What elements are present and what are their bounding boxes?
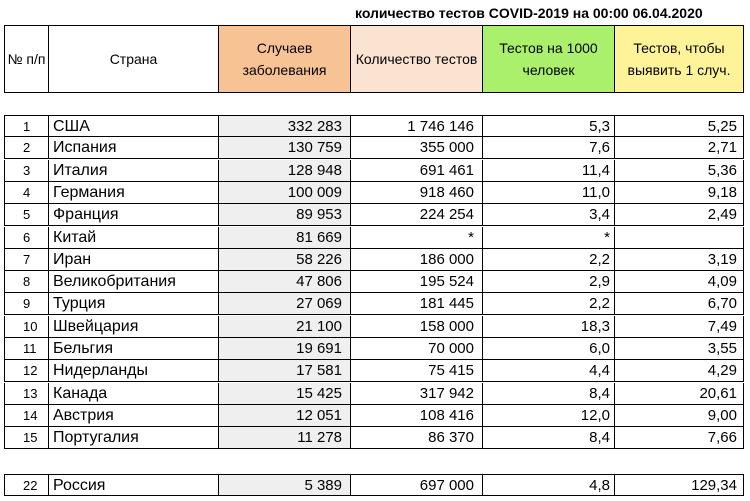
table-row [4,271,744,293]
cell-cases: 11 278 [218,427,350,449]
cell-per1000: 2,2 [482,249,614,271]
cell-per1000: 8,4 [482,427,614,449]
table-row [4,316,744,338]
cell-cases: 332 283 [218,115,350,137]
table-row [4,405,744,427]
table-row [4,115,744,137]
cell-num: 2 [4,137,48,159]
cell-per1000: 2,2 [482,293,614,315]
cell-per-case: 3,19 [614,249,744,271]
header-per-case: Тестов, чтобы выявить 1 случ. [614,25,744,93]
cell-num: 1 [4,115,48,137]
cell-country: Испания [48,137,218,159]
header-country: Страна [48,25,218,93]
cell-cases: 17 581 [218,360,350,382]
cell-tests: 691 461 [350,160,482,182]
cell-tests: 86 370 [350,427,482,449]
cell-num: 3 [4,160,48,182]
cell-cases: 5 389 [218,474,350,496]
cell-tests: 108 416 [350,405,482,427]
cell-num: 15 [4,427,48,449]
cell-country: Франция [48,204,218,226]
cell-tests: 224 254 [350,204,482,226]
cell-num: 22 [4,474,48,496]
cell-cases: 27 069 [218,293,350,315]
cell-tests: 195 524 [350,271,482,293]
cell-country: Канада [48,383,218,405]
table-row [4,338,744,360]
cell-country: Китай [48,227,218,249]
cell-tests: 1 746 146 [350,115,482,137]
table-row [4,182,744,204]
cell-tests: 70 000 [350,338,482,360]
table-row [4,383,744,405]
cell-tests: 186 000 [350,249,482,271]
cell-per-case: 5,25 [614,115,744,137]
cell-cases: 89 953 [218,204,350,226]
cell-per1000: 3,4 [482,204,614,226]
cell-per-case: 6,70 [614,293,744,315]
cell-tests: * [350,227,482,249]
cell-num: 12 [4,360,48,382]
header-num: № п/п [4,25,48,93]
cell-cases: 12 051 [218,405,350,427]
header-per1000: Тестов на 1000 человек [482,25,614,93]
cell-country: Швейцария [48,316,218,338]
cell-per1000: 5,3 [482,115,614,137]
header-cases: Случаев заболевания [218,25,350,93]
cell-num: 14 [4,405,48,427]
cell-per1000: 12,0 [482,405,614,427]
header-tests: Количество тестов [350,25,482,93]
cell-cases: 100 009 [218,182,350,204]
table-row [4,137,744,159]
cell-per1000: 11,4 [482,160,614,182]
cell-country: Россия [48,474,218,496]
cell-tests: 158 000 [350,316,482,338]
table-row [4,249,744,271]
table-row [4,227,744,249]
cell-per-case: 4,09 [614,271,744,293]
cell-tests: 317 942 [350,383,482,405]
cell-per1000: 7,6 [482,137,614,159]
cell-cases: 128 948 [218,160,350,182]
cell-per1000: * [482,227,614,249]
cell-per-case: 2,71 [614,137,744,159]
cell-num: 8 [4,271,48,293]
cell-num: 7 [4,249,48,271]
cell-num: 11 [4,338,48,360]
cell-tests: 75 415 [350,360,482,382]
cell-num: 13 [4,383,48,405]
cell-cases: 21 100 [218,316,350,338]
cell-per1000: 11,0 [482,182,614,204]
cell-per-case [614,227,744,249]
cell-country: Бельгия [48,338,218,360]
header-row [4,25,744,93]
cell-cases: 130 759 [218,137,350,159]
cell-cases: 58 226 [218,249,350,271]
cell-per-case: 129,34 [614,474,744,496]
cell-country: США [48,115,218,137]
cell-per-case: 5,36 [614,160,744,182]
cell-per-case: 7,49 [614,316,744,338]
cell-cases: 19 691 [218,338,350,360]
cell-tests: 918 460 [350,182,482,204]
table-row-russia [4,474,744,496]
cell-num: 4 [4,182,48,204]
cell-num: 5 [4,204,48,226]
table-row [4,160,744,182]
cell-per1000: 6,0 [482,338,614,360]
table-title: количество тестов COVID-2019 на 00:00 06.04.2020 [355,5,703,21]
cell-per1000: 2,9 [482,271,614,293]
cell-tests: 181 445 [350,293,482,315]
cell-num: 10 [4,316,48,338]
cell-per1000: 4,8 [482,474,614,496]
cell-per-case: 3,55 [614,338,744,360]
cell-cases: 47 806 [218,271,350,293]
table-row [4,360,744,382]
cell-num: 6 [4,227,48,249]
cell-per-case: 20,61 [614,383,744,405]
cell-per1000: 4,4 [482,360,614,382]
cell-per1000: 8,4 [482,383,614,405]
cell-country: Италия [48,160,218,182]
cell-country: Австрия [48,405,218,427]
cell-country: Великобритания [48,271,218,293]
cell-country: Португалия [48,427,218,449]
cell-tests: 355 000 [350,137,482,159]
cell-per-case: 9,00 [614,405,744,427]
cell-per1000: 18,3 [482,316,614,338]
cell-tests: 697 000 [350,474,482,496]
cell-country: Нидерланды [48,360,218,382]
table-row [4,293,744,315]
cell-country: Турция [48,293,218,315]
cell-cases: 81 669 [218,227,350,249]
table-row [4,427,744,449]
cell-country: Германия [48,182,218,204]
cell-cases: 15 425 [218,383,350,405]
cell-per-case: 2,49 [614,204,744,226]
cell-country: Иран [48,249,218,271]
cell-per-case: 4,29 [614,360,744,382]
cell-per-case: 9,18 [614,182,744,204]
cell-per-case: 7,66 [614,427,744,449]
table-row [4,204,744,226]
cell-num: 9 [4,293,48,315]
